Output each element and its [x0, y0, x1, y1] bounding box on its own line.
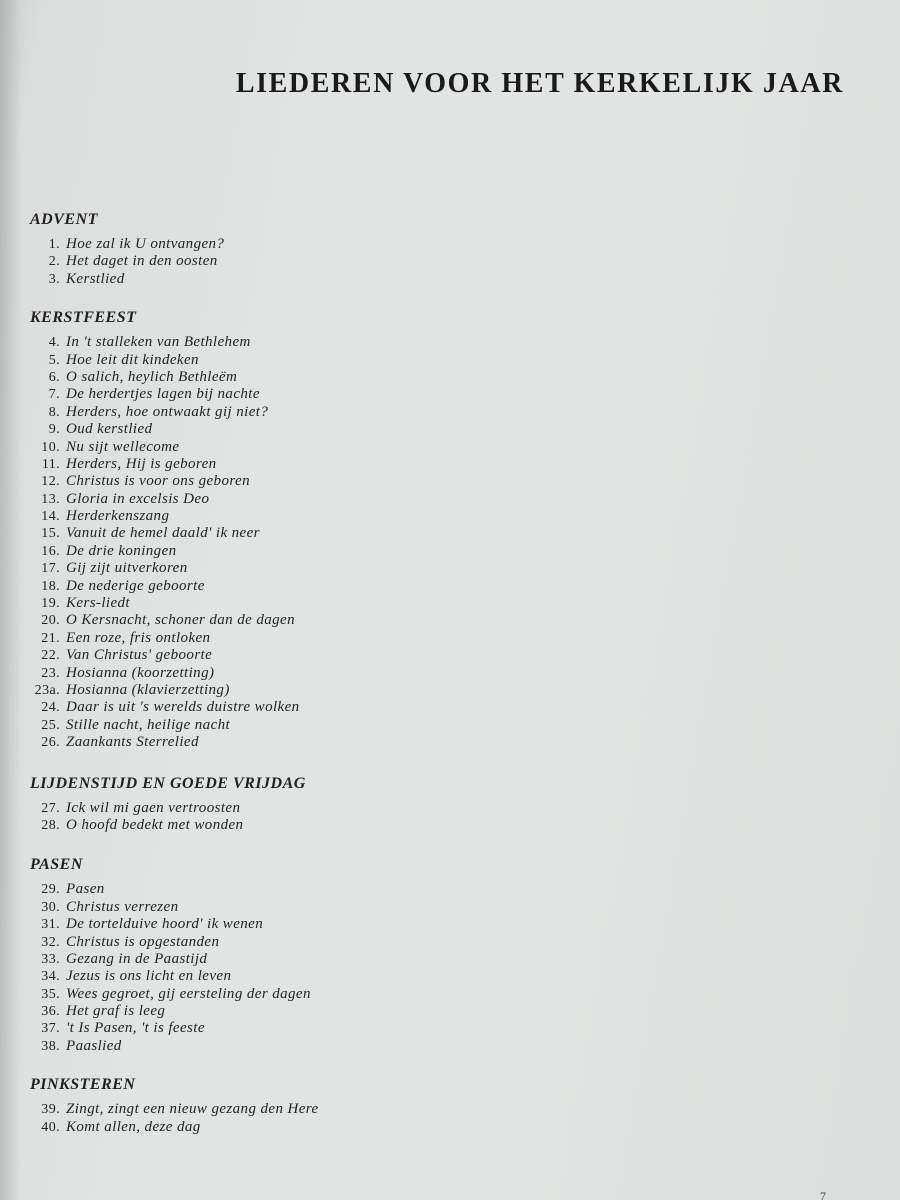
song-number: 13. — [41, 491, 60, 507]
song-title: De herdertjes lagen bij nachte — [66, 386, 260, 403]
song-title: In 't stalleken van Bethlehem — [66, 334, 251, 351]
song-number: 5. — [48, 352, 60, 368]
section-heading: ADVENT — [30, 211, 98, 228]
song-entry — [30, 473, 630, 490]
song-title: Wees gegroet, gij eersteling der dagen — [66, 985, 311, 1002]
song-title: Van Christus' geboorte — [66, 647, 213, 664]
song-title: O salich, heylich Bethleëm — [66, 368, 238, 385]
page-edge-shadow — [0, 0, 22, 1200]
song-number: 38. — [41, 1038, 60, 1054]
song-title: Zaankants Sterrelied — [66, 734, 199, 751]
page-title: LIEDEREN VOOR HET KERKELIJK JAAR — [235, 68, 844, 99]
song-entry — [30, 800, 630, 817]
song-entry — [30, 899, 630, 916]
song-entry — [30, 630, 630, 647]
song-entry — [30, 271, 630, 288]
song-entry — [30, 916, 630, 933]
song-entry — [30, 253, 630, 270]
song-number: 18. — [41, 578, 60, 594]
song-entry — [30, 986, 630, 1003]
song-number: 29. — [41, 882, 60, 898]
song-entry — [30, 968, 630, 985]
song-number: 28. — [41, 817, 60, 833]
song-entry — [30, 456, 630, 473]
song-number: 16. — [41, 543, 60, 559]
song-entry — [30, 404, 630, 421]
song-number: 1. — [48, 237, 60, 252]
song-number: 32. — [41, 934, 60, 950]
song-title: Een roze, fris ontloken — [66, 629, 211, 646]
song-entry — [30, 491, 630, 508]
song-number: 39. — [41, 1102, 60, 1118]
song-title: Vanuit de hemel daald' ik neer — [66, 525, 260, 542]
song-number: 31. — [41, 917, 60, 933]
table-of-contents — [30, 210, 630, 1136]
song-entry — [30, 612, 630, 629]
song-title: De drie koningen — [66, 542, 177, 559]
song-title: Gezang in de Paastijd — [66, 950, 208, 967]
song-number: 7. — [48, 387, 60, 403]
song-entry — [30, 1020, 630, 1037]
song-list — [30, 334, 630, 751]
song-title: Kerstlied — [66, 270, 125, 287]
song-title: Ick wil mi gaen vertroosten — [66, 799, 241, 816]
song-number: 9. — [48, 422, 60, 438]
song-number: 4. — [48, 335, 60, 351]
song-title: Christus is voor ons geboren — [66, 473, 250, 490]
song-number: 8. — [48, 404, 60, 420]
section-advent — [30, 210, 630, 288]
song-list — [30, 881, 630, 1055]
song-entry — [30, 1101, 630, 1118]
section-pasen — [30, 855, 630, 1055]
song-title: 't Is Pasen, 't is feeste — [66, 1020, 205, 1037]
song-entry — [30, 665, 630, 682]
song-number: 33. — [41, 951, 60, 967]
song-title: Jezus is ons licht en leven — [66, 968, 232, 985]
song-number: 21. — [41, 630, 60, 646]
song-entry — [30, 934, 630, 951]
song-title: Herderkenszang — [66, 508, 170, 525]
song-number: 12. — [41, 474, 60, 490]
song-entry — [30, 881, 630, 898]
song-entry — [30, 578, 630, 595]
song-entry — [30, 421, 630, 438]
song-title: Gloria in excelsis Deo — [66, 490, 210, 507]
song-number: 6. — [48, 369, 60, 385]
song-title: Hoe leit dit kindeken — [66, 351, 199, 368]
song-number: 15. — [41, 526, 60, 542]
song-title: Zingt, zingt een nieuw gezang den Here — [66, 1101, 319, 1118]
song-number: 2. — [48, 254, 60, 270]
song-entry — [30, 595, 630, 612]
song-list — [30, 800, 630, 835]
song-entry — [30, 951, 630, 968]
song-title: Gij zijt uitverkoren — [66, 560, 188, 577]
song-title: Herders, hoe ontwaakt gij niet? — [66, 403, 269, 420]
song-title: Herders, Hij is geboren — [66, 455, 217, 472]
song-title: Christus verrezen — [66, 898, 179, 915]
song-title: O hoofd bedekt met wonden — [66, 816, 244, 833]
song-number: 40. — [41, 1119, 60, 1135]
song-title: De nederige geboorte — [66, 577, 205, 594]
song-number: 27. — [41, 800, 60, 816]
song-number: 3. — [48, 271, 60, 287]
song-number: 14. — [41, 509, 60, 525]
song-entry — [30, 560, 630, 577]
song-number: 20. — [41, 613, 60, 629]
section-heading: PASEN — [30, 856, 83, 874]
song-number: 22. — [41, 648, 60, 664]
song-entry — [30, 543, 630, 560]
song-entry — [30, 352, 630, 369]
song-title: Kers-liedt — [66, 595, 130, 612]
song-number: 23. — [41, 665, 60, 681]
song-entry — [30, 717, 630, 734]
song-number: 17. — [41, 561, 60, 577]
song-number: 37. — [41, 1021, 60, 1037]
song-entry — [30, 508, 630, 525]
song-number: 36. — [41, 1004, 60, 1020]
song-title: Het graf is leeg — [66, 1003, 166, 1020]
song-number: 25. — [41, 717, 60, 733]
song-number: 35. — [41, 986, 60, 1002]
song-entry — [30, 647, 630, 664]
song-entry — [30, 439, 630, 456]
song-title: Oud kerstlied — [66, 421, 153, 438]
section-lijdenstijd — [30, 774, 630, 835]
song-entry — [30, 236, 630, 253]
song-number: 26. — [41, 735, 60, 751]
song-entry — [30, 1119, 630, 1136]
song-title: Pasen — [66, 881, 105, 898]
section-pinksteren — [30, 1075, 630, 1136]
song-number: 34. — [41, 969, 60, 985]
song-title: Stille nacht, heilige nacht — [66, 716, 231, 733]
page-number: 7 — [820, 1189, 826, 1200]
section-heading: KERSTFEEST — [30, 309, 137, 327]
song-entry — [30, 1038, 630, 1055]
song-list — [30, 1101, 630, 1136]
section-heading: PINKSTEREN — [30, 1076, 136, 1094]
song-title: O Kersnacht, schoner dan de dagen — [66, 612, 296, 629]
section-heading: LIJDENSTIJD EN GOEDE VRIJDAG — [30, 774, 306, 792]
song-entry — [30, 334, 630, 351]
song-title: Daar is uit 's werelds duistre wolken — [66, 699, 300, 716]
song-title: Nu sijt wellecome — [66, 438, 180, 455]
song-title: Het daget in den oosten — [66, 253, 218, 270]
song-title: Komt allen, deze dag — [66, 1118, 201, 1135]
section-kerstfeest — [30, 308, 630, 751]
song-title: Paaslied — [66, 1037, 122, 1054]
song-number: 24. — [41, 700, 60, 716]
song-number: 10. — [41, 439, 60, 455]
song-title: Christus is opgestanden — [66, 933, 220, 950]
song-entry — [30, 1003, 630, 1020]
song-title: De tortelduive hoord' ik wenen — [66, 916, 264, 933]
song-entry — [30, 734, 630, 751]
song-number: 19. — [41, 596, 60, 612]
song-entry — [30, 699, 630, 716]
song-title: Hosianna (klavierzetting) — [66, 681, 230, 698]
song-title: Hoe zal ik U ontvangen? — [66, 236, 225, 252]
song-entry — [30, 386, 630, 403]
song-list — [30, 236, 630, 288]
song-title: Hosianna (koorzetting) — [66, 664, 215, 681]
song-number: 11. — [41, 456, 60, 472]
song-number: 23a. — [34, 682, 60, 698]
song-entry — [30, 525, 630, 542]
song-entry — [30, 369, 630, 386]
song-entry — [30, 682, 630, 699]
song-entry — [30, 817, 630, 834]
song-number: 30. — [41, 899, 60, 915]
